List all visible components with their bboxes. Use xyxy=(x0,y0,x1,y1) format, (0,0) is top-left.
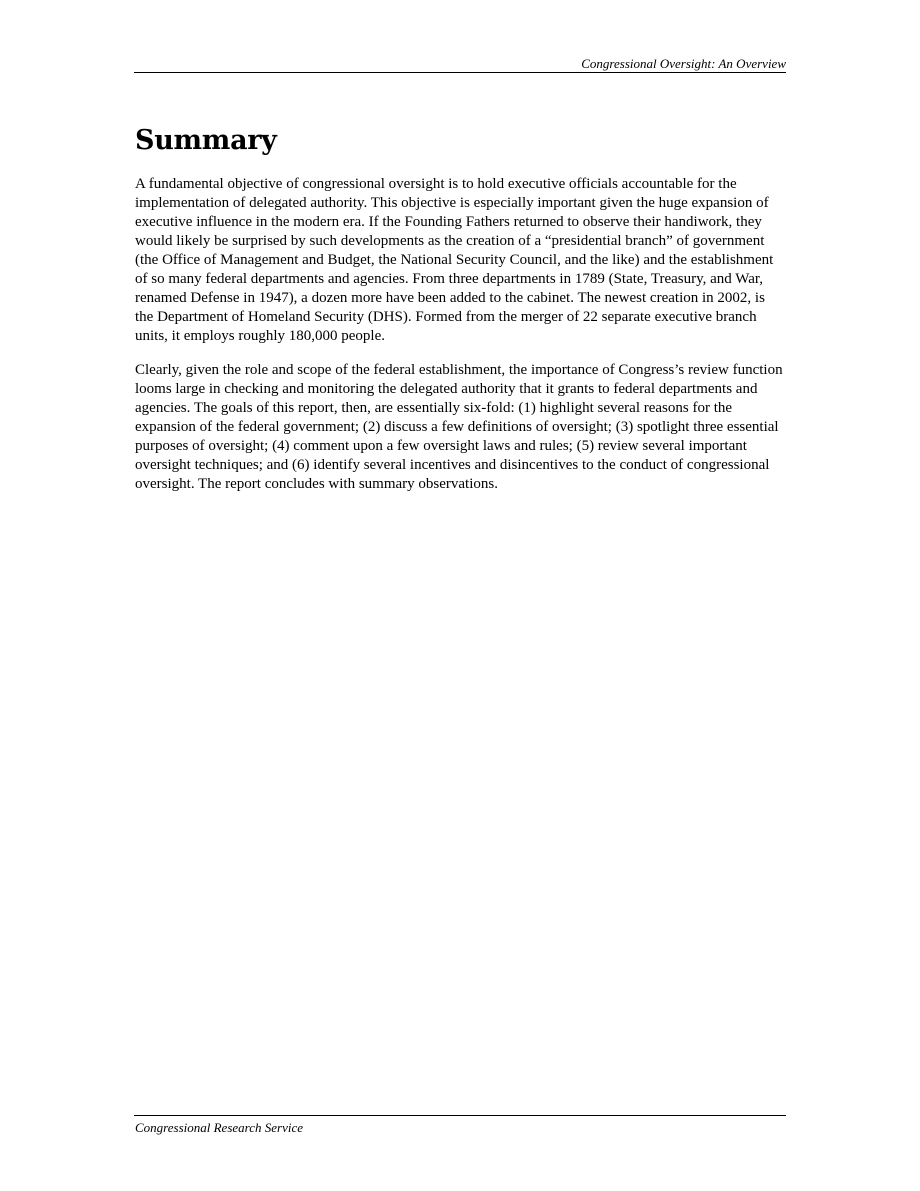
footer-divider xyxy=(134,1115,786,1116)
running-header: Congressional Oversight: An Overview xyxy=(581,56,786,71)
paragraph: Clearly, given the role and scope of the federal establishment, the importance of Congress’s review function looms large in checking and monitoring the delegated authority that it grants to federal departments and agencies. The goals of this report, then, are essentially six-fold: (1) highlight several reasons for the expansion of the federal government; (2) discuss a few definitions of oversight; (3) spotlight three essential purposes of oversight; (4) comment upon a few oversight laws and rules; (5) review several important oversight techniques; and (6) identify several incentives and disincentives to the conduct of congressional oversight. The report concludes with summary observations. xyxy=(135,362,783,492)
running-footer: Congressional Research Service xyxy=(135,1120,303,1135)
paragraph: A fundamental objective of congressional oversight is to hold executive officials accountable for the implementation of delegated authority. This objective is especially important given the huge expansion of executive influence in the modern era. If the Founding Fathers returned to observe their handiwork, they would likely be surprised by such developments as the creation of a “presidential branch” of government (the Office of Management and Budget, the National Security Council, and the like) and the establishment of so many federal departments and agencies. From three departments in 1789 (State, Treasury, and War, renamed Defense in 1947), a dozen more have been added to the cabinet. The newest creation in 2002, is the Department of Homeland Security (DHS). Formed from the merger of 22 separate executive branch units, it employs roughly 180,000 people. xyxy=(135,176,774,344)
summary-body xyxy=(135,175,785,509)
header-divider xyxy=(134,72,786,73)
section-title: Summary xyxy=(135,125,277,156)
